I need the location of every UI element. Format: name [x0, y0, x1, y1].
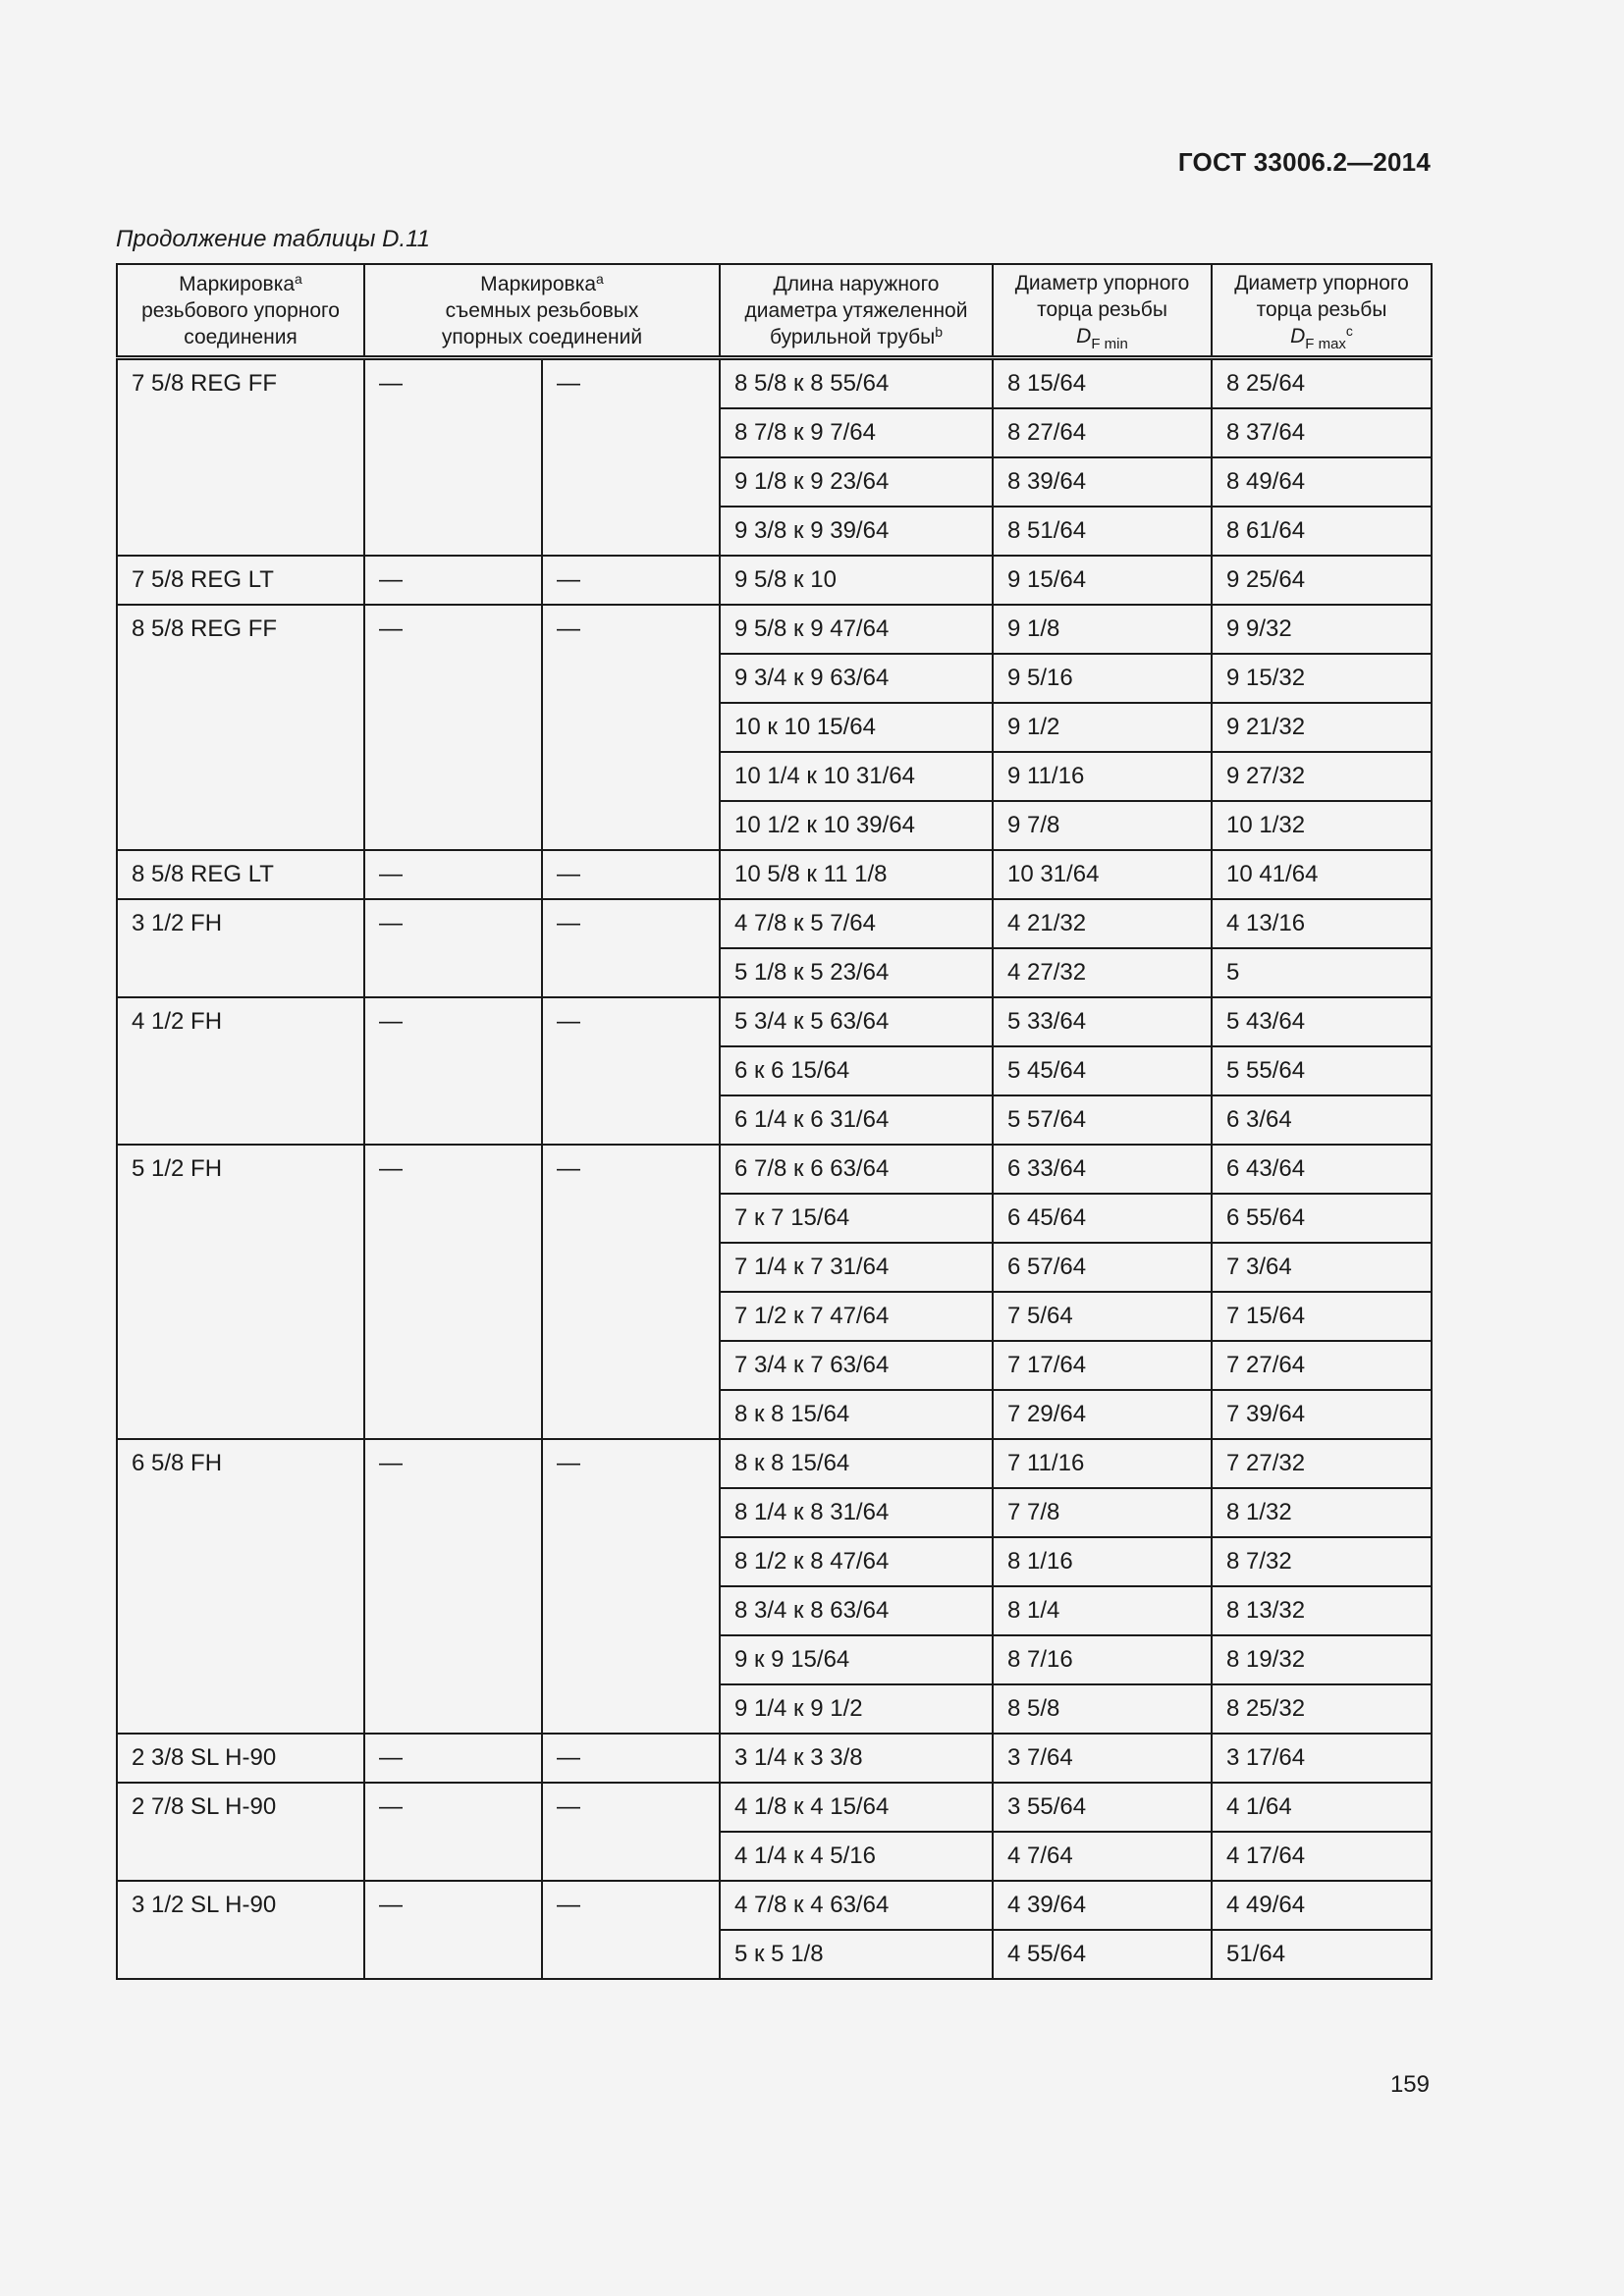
cell-df-max: 6 3/64	[1212, 1095, 1432, 1145]
cell-df-min: 9 1/8	[993, 605, 1212, 654]
col-header-removable-marking: Маркировка$^a$ съемных резьбовых упорных соединений	[364, 264, 720, 358]
table-row	[117, 1783, 1432, 1832]
table-row	[117, 1145, 1432, 1194]
cell-df-min: 8 1/16	[993, 1537, 1212, 1586]
cell-df-min: 5 33/64	[993, 997, 1212, 1046]
cell-df-min: 7 11/16	[993, 1439, 1212, 1488]
cell-pipe-length: 6 к 6 15/64	[720, 1046, 993, 1095]
cell-df-max: 7 15/64	[1212, 1292, 1432, 1341]
cell-removable-marking-b: —	[542, 1783, 720, 1881]
cell-df-min: 9 7/8	[993, 801, 1212, 850]
cell-pipe-length: 8 7/8 к 9 7/64	[720, 408, 993, 457]
cell-thread-marking: 7 5/8 REG FF	[117, 358, 364, 557]
cell-df-min: 8 5/8	[993, 1684, 1212, 1734]
cell-removable-marking-b: —	[542, 1734, 720, 1783]
cell-df-max: 6 55/64	[1212, 1194, 1432, 1243]
cell-pipe-length: 10 5/8 к 11 1/8	[720, 850, 993, 899]
cell-pipe-length: 5 1/8 к 5 23/64	[720, 948, 993, 997]
table-row	[117, 1439, 1432, 1488]
cell-removable-marking-a: —	[364, 899, 542, 997]
cell-removable-marking-b: —	[542, 1439, 720, 1734]
cell-pipe-length: 9 к 9 15/64	[720, 1635, 993, 1684]
cell-df-min: 9 11/16	[993, 752, 1212, 801]
cell-df-max: 5	[1212, 948, 1432, 997]
cell-df-min: 8 39/64	[993, 457, 1212, 507]
cell-pipe-length: 8 1/2 к 8 47/64	[720, 1537, 993, 1586]
cell-removable-marking-a: —	[364, 850, 542, 899]
cell-pipe-length: 6 1/4 к 6 31/64	[720, 1095, 993, 1145]
cell-df-min: 8 51/64	[993, 507, 1212, 556]
cell-df-max: 8 7/32	[1212, 1537, 1432, 1586]
cell-pipe-length: 9 3/4 к 9 63/64	[720, 654, 993, 703]
cell-df-min: 9 5/16	[993, 654, 1212, 703]
cell-pipe-length: 8 5/8 к 8 55/64	[720, 358, 993, 409]
table-row	[117, 1881, 1432, 1930]
cell-df-min: 4 55/64	[993, 1930, 1212, 1979]
cell-pipe-length: 7 3/4 к 7 63/64	[720, 1341, 993, 1390]
cell-df-min: 4 21/32	[993, 899, 1212, 948]
cell-removable-marking-a: —	[364, 556, 542, 605]
cell-df-min: 9 1/2	[993, 703, 1212, 752]
cell-df-max: 9 9/32	[1212, 605, 1432, 654]
cell-thread-marking: 8 5/8 REG LT	[117, 850, 364, 899]
cell-df-min: 8 7/16	[993, 1635, 1212, 1684]
cell-thread-marking: 3 1/2 FH	[117, 899, 364, 997]
cell-df-min: 4 27/32	[993, 948, 1212, 997]
col-header-df-min: Диаметр упорного торца резьбы $D_{F min}$	[993, 264, 1212, 358]
cell-pipe-length: 10 к 10 15/64	[720, 703, 993, 752]
cell-pipe-length: 8 к 8 15/64	[720, 1439, 993, 1488]
table-row	[117, 556, 1432, 605]
cell-thread-marking: 5 1/2 FH	[117, 1145, 364, 1439]
cell-df-max: 8 1/32	[1212, 1488, 1432, 1537]
cell-removable-marking-a: —	[364, 1783, 542, 1881]
cell-pipe-length: 5 к 5 1/8	[720, 1930, 993, 1979]
cell-df-min: 9 15/64	[993, 556, 1212, 605]
cell-df-max: 6 43/64	[1212, 1145, 1432, 1194]
cell-df-max: 51/64	[1212, 1930, 1432, 1979]
cell-df-max: 7 27/32	[1212, 1439, 1432, 1488]
cell-removable-marking-b: —	[542, 1881, 720, 1979]
cell-pipe-length: 4 7/8 к 5 7/64	[720, 899, 993, 948]
cell-thread-marking: 8 5/8 REG FF	[117, 605, 364, 850]
cell-pipe-length: 3 1/4 к 3 3/8	[720, 1734, 993, 1783]
cell-pipe-length: 8 1/4 к 8 31/64	[720, 1488, 993, 1537]
table-row	[117, 358, 1432, 409]
table-body	[117, 358, 1432, 1980]
cell-pipe-length: 7 1/2 к 7 47/64	[720, 1292, 993, 1341]
cell-df-max: 4 13/16	[1212, 899, 1432, 948]
cell-pipe-length: 7 1/4 к 7 31/64	[720, 1243, 993, 1292]
cell-df-max: 8 25/32	[1212, 1684, 1432, 1734]
cell-df-max: 7 3/64	[1212, 1243, 1432, 1292]
cell-df-max: 10 1/32	[1212, 801, 1432, 850]
cell-pipe-length: 4 1/8 к 4 15/64	[720, 1783, 993, 1832]
cell-df-min: 6 45/64	[993, 1194, 1212, 1243]
cell-df-max: 8 25/64	[1212, 358, 1432, 409]
cell-df-max: 4 1/64	[1212, 1783, 1432, 1832]
cell-df-min: 3 55/64	[993, 1783, 1212, 1832]
cell-removable-marking-b: —	[542, 605, 720, 850]
cell-df-min: 4 7/64	[993, 1832, 1212, 1881]
cell-removable-marking-b: —	[542, 358, 720, 557]
cell-df-max: 9 21/32	[1212, 703, 1432, 752]
cell-pipe-length: 9 1/4 к 9 1/2	[720, 1684, 993, 1734]
cell-removable-marking-b: —	[542, 899, 720, 997]
table-row	[117, 899, 1432, 948]
cell-df-max: 9 27/32	[1212, 752, 1432, 801]
cell-df-max: 3 17/64	[1212, 1734, 1432, 1783]
cell-pipe-length: 6 7/8 к 6 63/64	[720, 1145, 993, 1194]
cell-pipe-length: 10 1/2 к 10 39/64	[720, 801, 993, 850]
cell-pipe-length: 9 1/8 к 9 23/64	[720, 457, 993, 507]
cell-pipe-length: 4 1/4 к 4 5/16	[720, 1832, 993, 1881]
cell-df-min: 8 27/64	[993, 408, 1212, 457]
table-row	[117, 605, 1432, 654]
cell-pipe-length: 7 к 7 15/64	[720, 1194, 993, 1243]
cell-df-min: 6 57/64	[993, 1243, 1212, 1292]
table-header-row	[117, 264, 1432, 358]
cell-removable-marking-a: —	[364, 1439, 542, 1734]
cell-pipe-length: 8 к 8 15/64	[720, 1390, 993, 1439]
cell-df-min: 5 45/64	[993, 1046, 1212, 1095]
cell-removable-marking-b: —	[542, 1145, 720, 1439]
cell-pipe-length: 9 5/8 к 10	[720, 556, 993, 605]
cell-df-max: 9 15/32	[1212, 654, 1432, 703]
cell-thread-marking: 2 3/8 SL H-90	[117, 1734, 364, 1783]
cell-df-max: 10 41/64	[1212, 850, 1432, 899]
cell-df-max: 8 37/64	[1212, 408, 1432, 457]
cell-df-min: 7 29/64	[993, 1390, 1212, 1439]
cell-pipe-length: 5 3/4 к 5 63/64	[720, 997, 993, 1046]
cell-pipe-length: 9 5/8 к 9 47/64	[720, 605, 993, 654]
col-header-df-max: Диаметр упорного торца резьбы $D_{F max}^c$	[1212, 264, 1432, 358]
table-row	[117, 1734, 1432, 1783]
cell-pipe-length: 10 1/4 к 10 31/64	[720, 752, 993, 801]
cell-df-max: 8 49/64	[1212, 457, 1432, 507]
cell-df-max: 5 43/64	[1212, 997, 1432, 1046]
cell-removable-marking-b: —	[542, 997, 720, 1145]
cell-df-max: 8 19/32	[1212, 1635, 1432, 1684]
cell-df-min: 3 7/64	[993, 1734, 1212, 1783]
cell-removable-marking-a: —	[364, 997, 542, 1145]
cell-df-max: 9 25/64	[1212, 556, 1432, 605]
table-caption: Продолжение таблицы D.11	[116, 226, 431, 252]
cell-pipe-length: 8 3/4 к 8 63/64	[720, 1586, 993, 1635]
col-header-thread-marking: Маркировка$^a$ резьбового упорного соединения	[117, 264, 364, 358]
table-row	[117, 997, 1432, 1046]
cell-df-min: 8 1/4	[993, 1586, 1212, 1635]
cell-thread-marking: 3 1/2 SL H-90	[117, 1881, 364, 1979]
cell-df-min: 4 39/64	[993, 1881, 1212, 1930]
cell-df-max: 4 17/64	[1212, 1832, 1432, 1881]
cell-removable-marking-a: —	[364, 358, 542, 557]
page-number: 159	[1389, 2071, 1430, 2098]
cell-df-min: 10 31/64	[993, 850, 1212, 899]
cell-df-min: 7 7/8	[993, 1488, 1212, 1537]
cell-removable-marking-a: —	[364, 605, 542, 850]
data-table	[116, 263, 1433, 1980]
cell-removable-marking-a: —	[364, 1881, 542, 1979]
cell-removable-marking-b: —	[542, 556, 720, 605]
cell-df-max: 7 27/64	[1212, 1341, 1432, 1390]
cell-df-min: 6 33/64	[993, 1145, 1212, 1194]
cell-df-min: 5 57/64	[993, 1095, 1212, 1145]
cell-removable-marking-a: —	[364, 1734, 542, 1783]
cell-pipe-length: 9 3/8 к 9 39/64	[720, 507, 993, 556]
cell-df-max: 5 55/64	[1212, 1046, 1432, 1095]
cell-thread-marking: 4 1/2 FH	[117, 997, 364, 1145]
cell-thread-marking: 2 7/8 SL H-90	[117, 1783, 364, 1881]
document-id: ГОСТ 33006.2—2014	[1177, 147, 1431, 177]
cell-thread-marking: 7 5/8 REG LT	[117, 556, 364, 605]
cell-df-min: 8 15/64	[993, 358, 1212, 409]
cell-df-max: 8 13/32	[1212, 1586, 1432, 1635]
cell-removable-marking-a: —	[364, 1145, 542, 1439]
cell-df-min: 7 17/64	[993, 1341, 1212, 1390]
cell-thread-marking: 6 5/8 FH	[117, 1439, 364, 1734]
cell-pipe-length: 4 7/8 к 4 63/64	[720, 1881, 993, 1930]
col-header-pipe-length: Длина наружного диаметра утяжеленной бурильной трубы$^b$	[720, 264, 993, 358]
cell-df-max: 4 49/64	[1212, 1881, 1432, 1930]
cell-df-max: 8 61/64	[1212, 507, 1432, 556]
table-row	[117, 850, 1432, 899]
cell-df-max: 7 39/64	[1212, 1390, 1432, 1439]
cell-removable-marking-b: —	[542, 850, 720, 899]
cell-df-min: 7 5/64	[993, 1292, 1212, 1341]
